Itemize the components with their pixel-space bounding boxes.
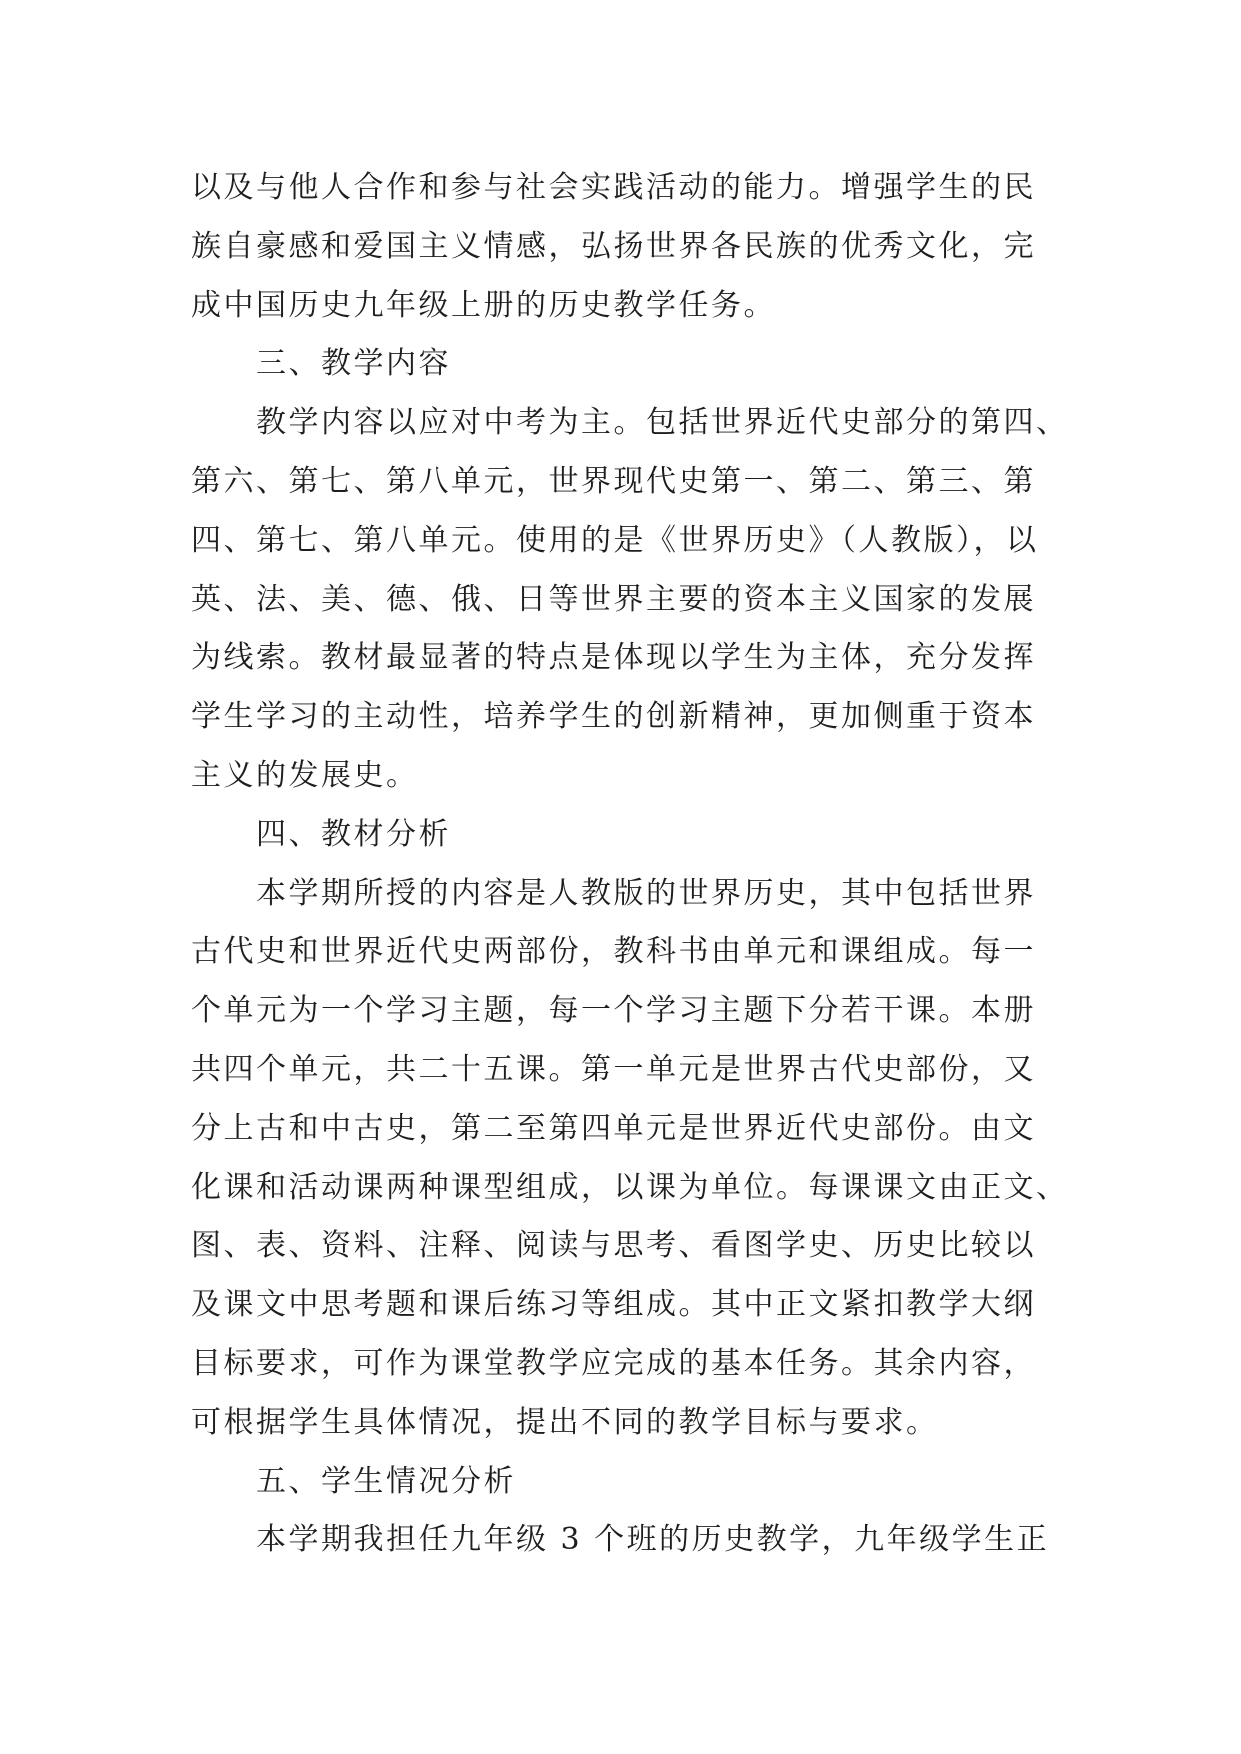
paragraph-line: 以及与他人合作和参与社会实践活动的能力。增强学生的民	[191, 170, 1036, 205]
section-heading-student-analysis: 五、学生情况分析	[256, 1463, 516, 1499]
paragraph-line: 成中国历史九年级上册的历史教学任务。	[191, 287, 776, 323]
paragraph-line: 教学内容以应对中考为主。包括世界近代史部分的第四、	[256, 405, 1069, 441]
paragraph-line: 个单元为一个学习主题，每一个学习主题下分若干课。本册	[191, 993, 1036, 1029]
paragraph-line: 本学期我担任九年级 3 个班的历史教学，九年级学生正	[256, 1522, 1050, 1558]
paragraph-line: 可根据学生具体情况，提出不同的教学目标与要求。	[191, 1404, 939, 1440]
paragraph-line: 共四个单元，共二十五课。第一单元是世界古代史部份，又	[191, 1051, 1036, 1087]
paragraph-line: 化课和活动课两种课型组成，以课为单位。每课课文由正文、	[191, 1169, 1069, 1205]
paragraph-line: 目标要求，可作为课堂教学应完成的基本任务。其余内容，	[191, 1345, 1036, 1381]
paragraph-line: 英、法、美、德、俄、日等世界主要的资本主义国家的发展	[191, 581, 1036, 617]
paragraph-line: 学生学习的主动性，培养学生的创新精神，更加侧重于资本	[191, 699, 1036, 735]
paragraph-line: 及课文中思考题和课后练习等组成。其中正文紧扣教学大纲	[191, 1287, 1036, 1323]
section-heading-textbook-analysis: 四、教材分析	[256, 816, 451, 852]
paragraph-line: 本学期所授的内容是人教版的世界历史，其中包括世界	[256, 875, 1036, 911]
paragraph-line: 主义的发展史。	[191, 757, 419, 793]
paragraph-line: 第六、第七、第八单元，世界现代史第一、第二、第三、第	[191, 463, 1036, 499]
paragraph-line: 四、第七、第八单元。使用的是《世界历史》（人教版），以	[191, 522, 1039, 558]
paragraph-line: 为线索。教材最显著的特点是体现以学生为主体，充分发挥	[191, 640, 1036, 676]
section-heading-teaching-content: 三、教学内容	[256, 346, 451, 382]
paragraph-line: 古代史和世界近代史两部份，教科书由单元和课组成。每一	[191, 934, 1036, 970]
paragraph-line: 分上古和中古史，第二至第四单元是世界近代史部份。由文	[191, 1110, 1036, 1146]
paragraph-line: 图、表、资料、注释、阅读与思考、看图学史、历史比较以	[191, 1228, 1036, 1264]
paragraph-line: 族自豪感和爱国主义情感，弘扬世界各民族的优秀文化，完	[191, 228, 1036, 264]
document-body	[191, 159, 1069, 1570]
